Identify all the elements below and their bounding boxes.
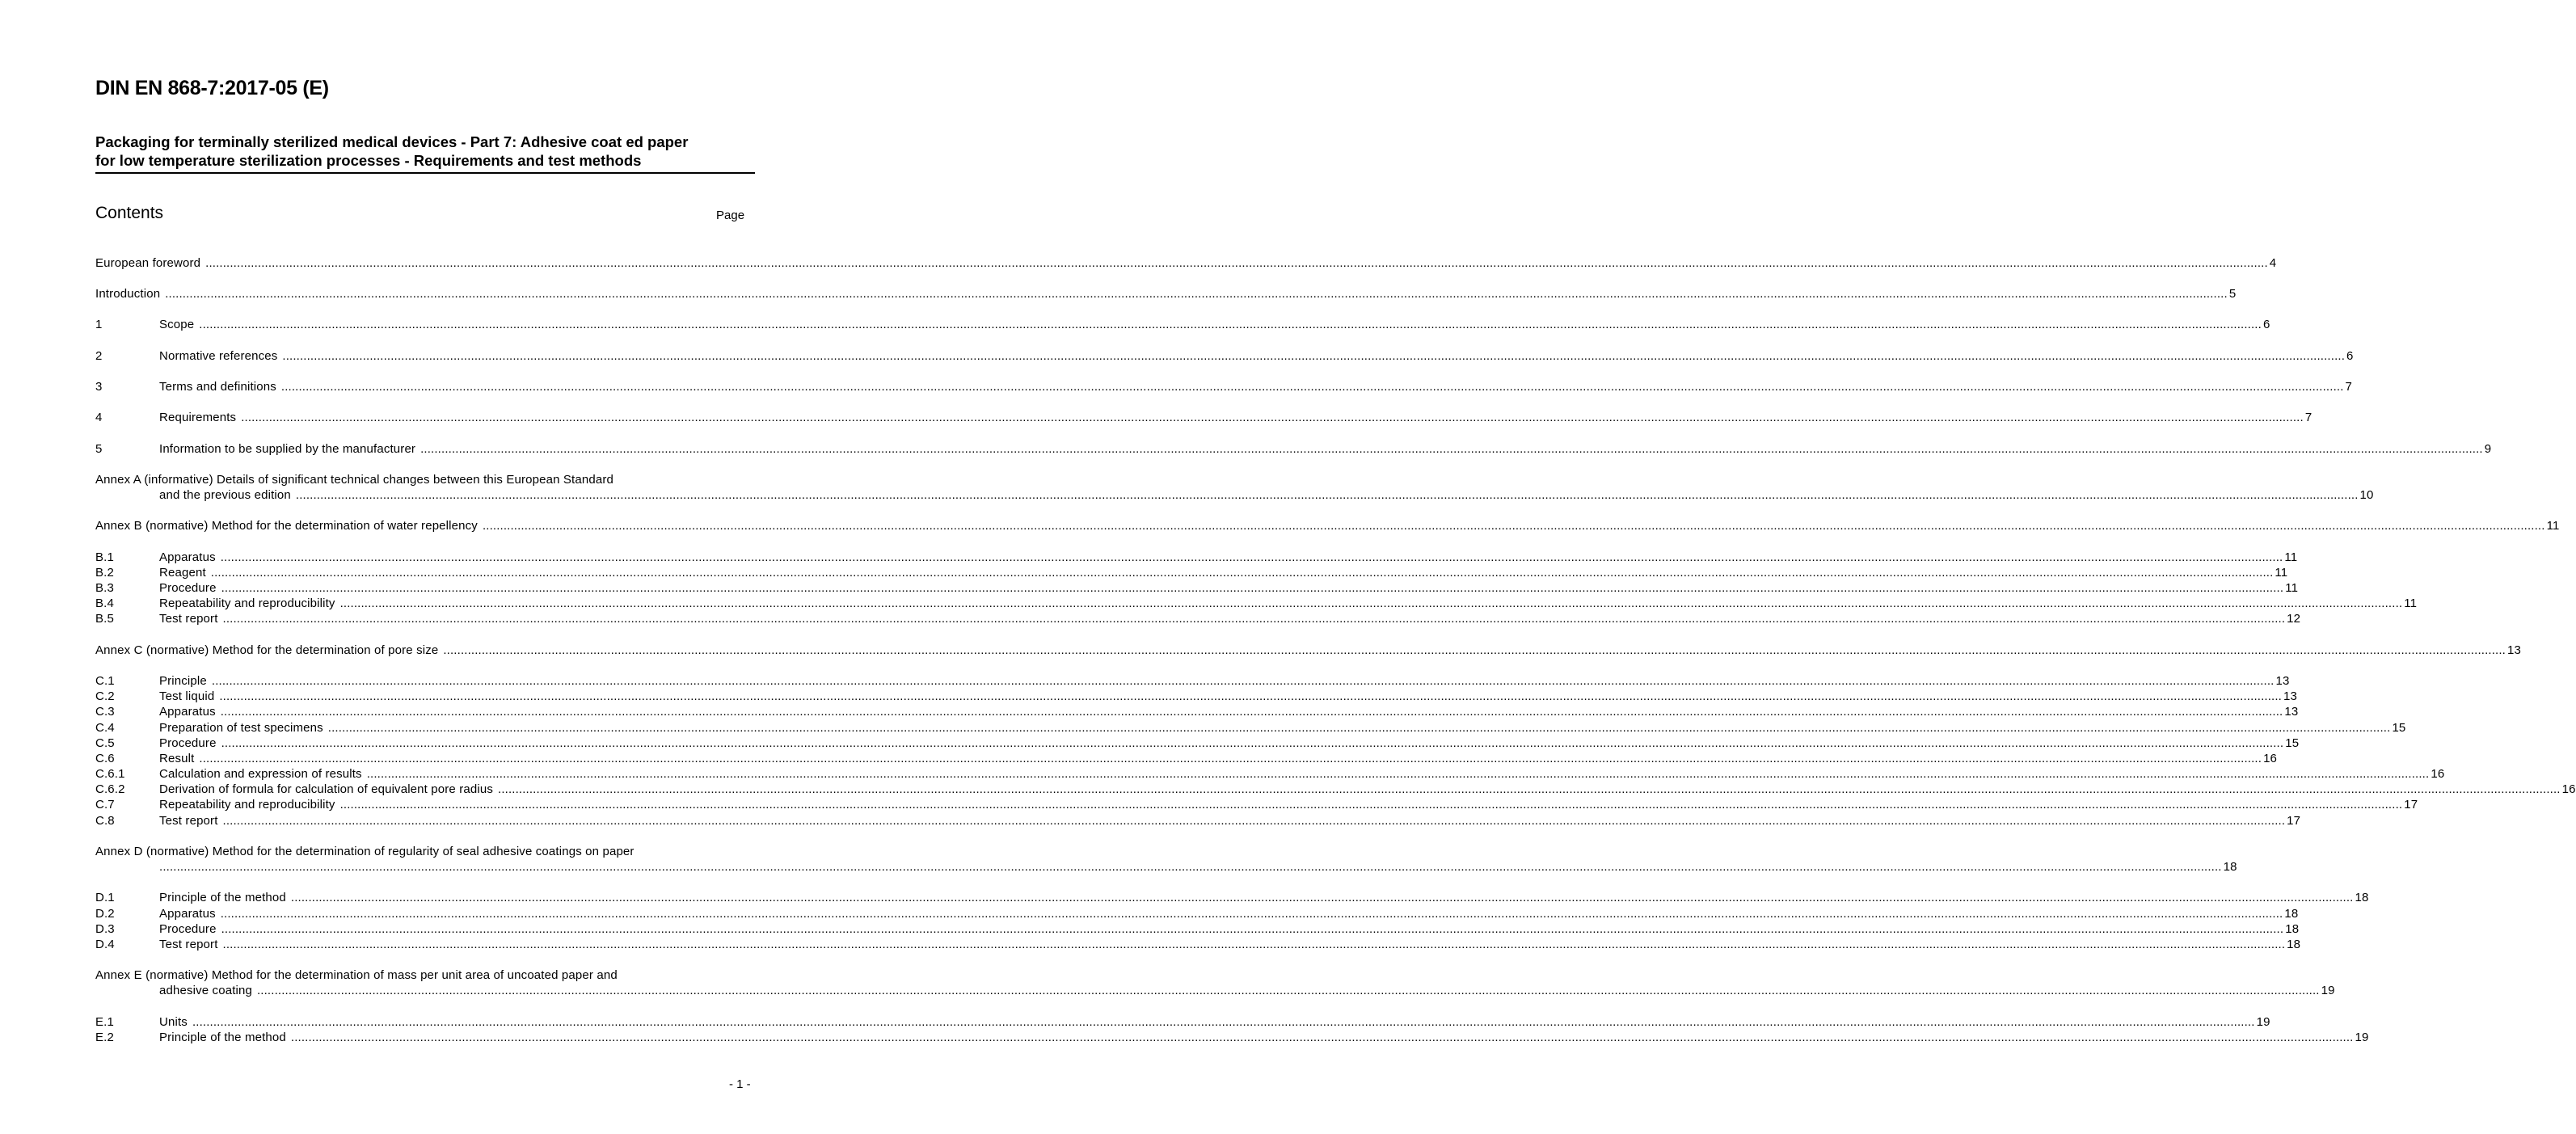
dot-leader [223,611,2286,626]
toc-entry-page: 11 [2285,581,2299,595]
toc-entry-page: 11 [2275,566,2288,580]
toc-entry-number: C.3 [95,705,115,719]
toc-entry-title: Principle of the method [159,1031,286,1044]
toc-entry-page: 9 [2484,442,2492,456]
toc-entry-title: Introduction [95,287,161,301]
toc-entry-title: Repeatability and reproducibility [159,597,335,610]
toc-entry-number: C.8 [95,814,115,828]
toc-entry-number: D.1 [95,891,115,904]
toc-entry-number: C.4 [95,721,115,735]
toc-entry-number: B.4 [95,597,114,610]
toc-entry-title: Terms and definitions [159,380,276,394]
toc-entry[interactable] [95,1030,2369,1045]
dot-leader [223,937,2286,952]
dot-leader [241,410,2304,425]
page-column-label: Page [716,209,745,222]
toc-entry-page: 13 [2284,705,2299,719]
dot-leader [291,890,2354,905]
toc-entry[interactable] [95,317,2270,332]
toc-entry-number: 3 [95,380,103,394]
toc-entry[interactable] [95,286,2237,301]
toc-entry-page: 11 [2284,550,2298,564]
toc-entry-title: Procedure [159,922,217,936]
page-number: - 1 - [729,1077,751,1091]
toc-entry-title: European foreword [95,256,201,270]
toc-entry[interactable] [95,797,2418,812]
toc-entry-number: C.6.2 [95,782,125,796]
toc-entry-page: 6 [2346,349,2354,363]
toc-entry[interactable] [95,550,2298,565]
toc-entry-page: 15 [2392,721,2406,735]
toc-entry-number: D.2 [95,907,115,921]
toc-entry-title: Preparation of test specimens [159,721,323,735]
toc-entry-number: C.5 [95,736,115,750]
toc-entry-number: C.1 [95,674,115,688]
dot-leader [291,1030,2354,1045]
dot-leader [199,751,2262,766]
toc-entry-number: C.6 [95,752,115,765]
toc-entry-number: C.2 [95,689,115,703]
toc-entry[interactable] [95,255,2277,271]
dot-leader [281,379,2344,394]
dot-leader [340,797,2403,812]
toc-entry-title: Result [159,752,195,765]
toc-entry-title: Calculation and expression of results [159,767,362,781]
toc-entry-title: Annex D (normative) Method for the determination of regularity of seal adhesive coatings on paper [95,845,635,858]
toc-entry-title: Annex A (informative) Details of significant technical changes between this European Standard [95,473,613,487]
toc-entry[interactable] [95,611,2301,626]
toc-entry-title: Repeatability and reproducibility [159,798,335,812]
dot-leader [340,596,2403,611]
toc-entry-number: 4 [95,411,103,424]
toc-entry-number: B.2 [95,566,114,580]
toc-entry-title: Normative references [159,349,278,363]
toc-entry-title: Reagent [159,566,206,580]
toc-entry[interactable] [95,921,2300,937]
dot-leader [221,550,2283,565]
toc-entry-page: 11 [2546,519,2560,533]
toc-entry[interactable] [95,967,2335,998]
dot-leader [221,736,2284,751]
dot-leader [192,1014,2255,1030]
document-title: DIN EN 868-7:2017-05 (E) [95,77,329,99]
toc-entry-page: 13 [2275,674,2290,688]
toc-entry-title: Apparatus [159,907,216,921]
toc-entry-title: Annex B (normative) Method for the determination of water repellency [95,519,478,533]
dot-leader [328,720,2391,736]
toc-entry-page: 5 [2228,287,2237,301]
toc-entry-title: Information to be supplied by the manufacturer [159,442,416,456]
toc-entry-number: C.7 [95,798,115,812]
dot-leader [219,689,2282,704]
toc-entry-title: Procedure [159,736,217,750]
toc-entry[interactable] [95,704,2299,719]
toc-entry-page: 16 [2561,782,2576,796]
toc-entry-title: Annex C (normative) Method for the determination of pore size [95,643,439,657]
dot-leader [282,348,2345,364]
toc-entry-page: 16 [2263,752,2278,765]
toc-entry-title: Test liquid [159,689,215,703]
subtitle-line-1: Packaging for terminally sterilized medical devices - Part 7: Adhesive coat ed paper [95,133,689,150]
toc-entry[interactable] [95,472,2374,503]
toc-entry-page: 18 [2355,891,2369,904]
toc-entry-title: Apparatus [159,705,216,719]
toc-entry[interactable] [95,890,2369,905]
toc-entry-number: E.1 [95,1015,114,1029]
toc-entry-title: Derivation of formula for calculation of equivalent pore radius [159,782,493,796]
toc-entry[interactable] [95,720,2406,736]
dot-leader [296,487,2359,503]
toc-entry-page: 15 [2285,736,2300,750]
toc-entry[interactable] [95,937,2301,952]
toc-entry-number: E.2 [95,1031,114,1044]
dot-leader [420,441,2483,457]
toc-entry-page: 7 [2304,411,2312,424]
toc-entry[interactable] [95,906,2299,921]
toc-entry-title: Procedure [159,581,217,595]
toc-entry-title: Annex E (normative) Method for the determination of mass per unit area of uncoated paper and [95,968,618,982]
contents-heading: Contents [95,204,164,222]
toc-entry[interactable] [95,751,2278,766]
toc-entry-page: 12 [2287,612,2301,626]
toc-entry-number: B.3 [95,581,114,595]
toc-entry-page: 18 [2223,860,2237,874]
dot-leader [483,518,2545,533]
toc-entry-page: 16 [2431,767,2445,781]
toc-entry-page: 11 [2404,597,2418,610]
toc-entry[interactable] [95,673,2290,689]
toc-entry-title: Scope [159,318,195,331]
dot-leader [205,255,2268,271]
toc-entry-page: 7 [2345,380,2353,394]
toc-entry-page: 17 [2287,814,2301,828]
toc-entry[interactable] [95,844,2237,875]
toc-entry-page: 6 [2262,318,2270,331]
dot-leader [257,983,2320,998]
toc-entry-number: C.6.1 [95,767,125,781]
toc-entry-number: D.4 [95,938,115,951]
toc-entry-number: D.3 [95,922,115,936]
dot-leader [212,673,2275,689]
dot-leader [221,704,2283,719]
toc-entry[interactable] [95,518,2560,533]
toc-entry[interactable] [95,766,2445,782]
toc-entry-page: 4 [2269,256,2277,270]
toc-entry[interactable] [95,689,2297,704]
toc-entry-page: 17 [2404,798,2418,812]
toc-entry-page: 19 [2256,1015,2270,1029]
toc-entry-number: 2 [95,349,103,363]
toc-entry-title: Units [159,1015,188,1029]
toc-entry[interactable] [95,410,2312,425]
toc-entry[interactable] [95,736,2300,751]
toc-entry-title: Apparatus [159,550,216,564]
toc-entry-page: 13 [2507,643,2521,657]
toc-entry[interactable] [95,813,2301,828]
dot-leader [367,766,2430,782]
toc-entry-title: Principle [159,674,207,688]
toc-entry[interactable] [95,348,2354,364]
subtitle-line-2: for low temperature sterilization processes - Requirements and test methods [95,152,642,169]
dot-leader [165,286,2228,301]
document-subtitle [95,133,755,174]
dot-leader [223,813,2286,828]
toc-entry-page: 10 [2359,488,2374,502]
dot-leader [498,782,2561,797]
dot-leader [221,906,2283,921]
toc-entry-page: 19 [2355,1031,2369,1044]
toc-entry[interactable] [95,379,2353,394]
dot-leader [159,859,2222,875]
toc-entry[interactable] [95,441,2492,457]
dot-leader [199,317,2262,332]
toc-entry[interactable] [95,580,2299,596]
toc-entry-title: Requirements [159,411,237,424]
toc-entry-number: B.1 [95,550,114,564]
toc-entry-number: B.5 [95,612,114,626]
toc-entry[interactable] [95,596,2418,611]
toc-entry-page: 18 [2284,907,2299,921]
toc-entry[interactable] [95,565,2288,580]
toc-entry-page: 18 [2287,938,2301,951]
toc-entry-title-continued: and the previous edition [159,488,291,502]
toc-entry-title: Test report [159,814,218,828]
toc-entry-page: 19 [2321,984,2335,997]
toc-entry-title: Principle of the method [159,891,286,904]
dot-leader [443,643,2506,658]
toc-entry[interactable] [95,782,2576,797]
dot-leader [221,580,2284,596]
toc-entry-title-continued: adhesive coating [159,984,252,997]
toc-entry-number: 1 [95,318,103,331]
toc-entry-title: Test report [159,938,218,951]
toc-entry[interactable] [95,1014,2270,1030]
toc-entry-page: 13 [2283,689,2297,703]
dot-leader [221,921,2284,937]
toc-entry[interactable] [95,643,2521,658]
dot-leader [211,565,2274,580]
toc-entry-title: Test report [159,612,218,626]
toc-entry-page: 18 [2285,922,2300,936]
toc-entry-number: 5 [95,442,103,456]
